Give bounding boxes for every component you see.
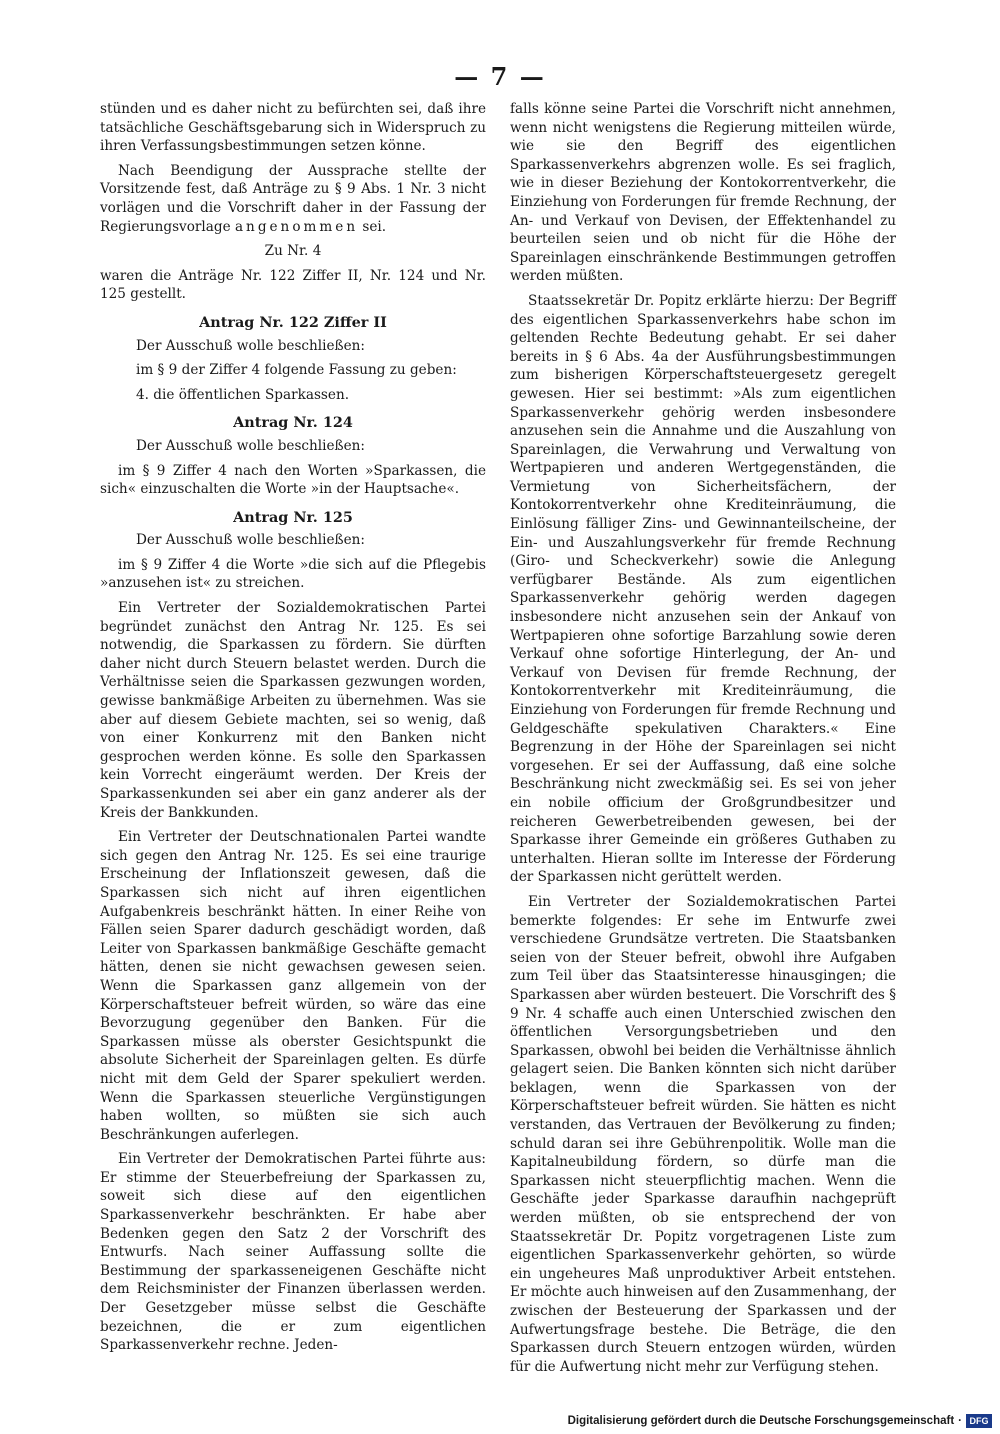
- paragraph: Staatssekretär Dr. Popitz erklärte hierzu: Der Begriff des eigentlichen Sparkassenverkehrs habe schon im geltenden Rechte Bedeutung gehabt. Er sei daher bereits in § 6 Abs. 4a der Ausführungsbestimmungen zum bisherigen Körperschaftsteuergesetz geregelt gewesen. Hier sei bestimmt: »Als zum eigentlichen Sparkassenverkehr gehörig werden insbesondere anzusehen sein die Annahme und die Auszahlung von Spareinlagen, die Verwahrung und Verwaltung von Wertpapieren und anderen Wertgegenständen, die Vermietung von Sicherheitsfächern, der Kontokorrentverkehr ohne Krediteinräumung, die Einlösung fälliger Zins- und Gewinnanteilscheine, der Ein- und Auszahlungsverkehr für fremde Rechnung (Giro- und Scheckverkehr) sowie die Anlegung verfügbarer Bestände. Als zum eigentlichen Sparkassenverkehr gehörig werden dagegen insbesondere nicht anzusehen sein der Ankauf von Wertpapieren ohne sofortige Barzahlung sowie deren Verkauf ohne sofortige Hinterlegung, der An- und Verkauf von Devisen für fremde Rechnung, der Kontokorrentverkehr mit Krediteinräumung, die Einziehung von Forderungen für fremde Rechnung und Geldgeschäfte spekulativen Charakters.« Eine Begrenzung in der Höhe der Spareinlagen sei nicht vorgesehen. Er sei der Auffassung, daß eine solche Beschränkung nicht zweckmäßig sei. Es sei von jeher ein nobile officium der Großgrundbesitzer und reicheren Gewerbetreibenden gewesen, bei der Sparkasse ihrer Gemeinde ein größeres Guthaben zu unterhalten. Hieran sollte im Interesse der Förderung der Sparkassen nicht gerüttelt werden.: [510, 292, 896, 886]
- right-column: [510, 100, 896, 1382]
- paragraph-text: sei.: [358, 218, 387, 235]
- motion-heading: Antrag Nr. 125: [233, 508, 353, 526]
- paragraph: Ein Vertreter der Sozialdemokratischen Partei bemerkte folgendes: Er sehe im Entwurfe zwei verschiedene Grundsätze vertreten. Die Staatsbanken seien von der Steuer befreit, obwohl ihre Aufgaben zum Teil über das Staatsinteresse hinausgingen; die Sparkassen aber würden besteuert. Die Vorschrift des § 9 Nr. 4 schaffe auch einen Unterschied zwischen den öffentlichen Versorgungsbetrieben und den Sparkassen, obwohl bei beiden die Verhältnisse ähnlich gelagert seien. Die Banken könnten sich nicht darüber beklagen, wenn die Sparkassen von der Körperschaftsteuer befreit würden. Sie hätten es nicht verstanden, das Vertrauen der Bevölkerung zu finden; schuld daran sei ihre Gebührenpolitik. Wolle man die Kapitalneubildung fördern, so dürfe man die Sparkassen nicht steuerpflichtig machen. Wenn die Geschäfte jeder Sparkasse daraufhin nachgeprüft werden müßten, ob sie entsprechend der von Staatssekretär Dr. Popitz vorgetragenen Liste zum eigentlichen Sparkassenverkehr gehörten, so würde ein ungeheures Maß unproduktiver Arbeit entstehen. Er möchte auch hinweisen auf den Zusammenhang, der zwischen der Besteuerung der Sparkassen und der Aufwertungsfrage bestehe. Die Beträge, die den Sparkassen durch Steuern entzogen würden, würden für die Aufwertung nicht mehr zur Verfügung stehen.: [510, 893, 896, 1375]
- motion-heading: Antrag Nr. 122 Ziffer II: [199, 313, 387, 331]
- spaced-word: angenommen: [234, 218, 359, 235]
- footer-credit: Digitalisierung gefördert durch die Deutsche Forschungsgemeinschaft: [567, 1415, 955, 1427]
- paragraph: falls könne seine Partei die Vorschrift nicht annehmen, wenn nicht wenigstens die Regierung mitteilen würde, wie sie den Begriff des eigentlichen Sparkassenverkehrs abgrenzen wolle. Es sei fraglich, wie in dieser Beziehung der Kontokorrentverkehr, die Einziehung von Forderungen für fremde Rechnung, der An- und Verkauf von Devisen, der Effektenhandel zu beurteilen seien und ob nicht für die Höhe der Spareinlagen einschränkende Bestimmungen getroffen werden müßten.: [510, 101, 896, 285]
- section-label: Zu Nr. 4: [264, 243, 322, 260]
- motion-intro: Der Ausschuß wolle beschließen:: [136, 532, 365, 549]
- footer: [568, 1414, 992, 1428]
- paragraph: Ein Vertreter der Sozialdemokratischen Partei begründet zunächst den Antrag Nr. 125. Es sei notwendig, die Sparkassen zu fördern. Sie dürften daher nicht durch Steuern belastet werden. Durch die Verhältnisse seien die Sparkassen gezwungen worden, gewisse bankmäßige Arbeiten zu übernehmen. Was sie aber auf diesem Gebiete machten, sei so wenig, daß von einer Konkurrenz mit den Banken nicht gesprochen werden könne. Es solle den Sparkassen kein Vorrecht eingeräumt werden. Der Kreis der Sparkassenkunden sei aber ein ganz anderer als der Kreis der Bankkunden.: [100, 600, 486, 821]
- paragraph: stünden und es daher nicht zu befürchten sei, daß ihre tatsächliche Geschäftsgebarung sich in Widerspruch zu ihren Verfassungsbestimmungen setzen könne.: [100, 101, 486, 155]
- motion-text: im § 9 Ziffer 4 die Worte »die sich auf die Pflegebis »anzusehen ist« zu streichen.: [100, 556, 486, 592]
- paragraph: Ein Vertreter der Deutschnationalen Partei wandte sich gegen den Antrag Nr. 125. Es sei eine traurige Erscheinung der Inflationszeit gewesen, daß die Sparkassen sich nicht auf ihren eigentlichen Aufgabenkreis beschränkt hätten. In einer Reihe von Fällen seien Sparer dadurch geschädigt worden, daß Leiter von Sparkassen bankmäßige Geschäfte gemacht hätten, denen sie nicht gewachsen gewesen seien. Wenn die Sparkassen ganz allgemein von der Körperschaftsteuer befreit würden, so wäre das eine Bevorzugung gegenüber den Banken. Für die Sparkassen müsse als oberster Gesichtspunkt die absolute Sicherheit der Spareinlagen gelten. Es dürfe nicht mit dem Geld der Sparer spekuliert werden. Wenn die Sparkassen steuerliche Vergünstigungen haben wollten, so müßten sie sich auch Beschränkungen auferlegen.: [100, 829, 486, 1143]
- paragraph: [100, 162, 486, 236]
- left-column: [100, 100, 486, 1361]
- motion-intro: Der Ausschuß wolle beschließen:: [136, 337, 365, 354]
- page-number: — 7 —: [454, 62, 546, 91]
- motion-text: im § 9 Ziffer 4 nach den Worten »Sparkassen, die sich« einzuschalten die Worte »in der Hauptsache«.: [100, 462, 486, 498]
- motion-heading: Antrag Nr. 124: [233, 414, 353, 432]
- paragraph: Ein Vertreter der Demokratischen Partei führte aus: Er stimme der Steuerbefreiung der Sparkassen zu, soweit sich diese auf den eigentlichen Sparkassenverkehr beschränkten. Er habe aber Bedenken gegen den Satz 2 der Vorschrift des Entwurfs. Nach seiner Auffassung sollte die Bestimmung der sparkasseneigenen Geschäfte nicht dem Reichsminister der Finanzen überlassen werden. Der Gesetzgeber müsse selbst die Geschäfte bezeichnen, die er zum eigentlichen Sparkassenverkehr rechne. Jeden-: [100, 1151, 486, 1354]
- footer-separator: ·: [958, 1415, 962, 1427]
- paragraph-text: Nach Beendigung der Aussprache stellte der Vorsitzende fest, daß Anträge zu § 9 Abs. 1 Nr. 3 nicht vorlägen und die Vorschrift daher in der Fassung der Regierungsvorlage: [100, 162, 486, 235]
- motion-text: im § 9 der Ziffer 4 folgende Fassung zu geben:: [136, 362, 457, 379]
- motion-text: 4. die öffentlichen Sparkassen.: [136, 386, 350, 403]
- paragraph: waren die Anträge Nr. 122 Ziffer II, Nr. 124 und Nr. 125 gestellt.: [100, 267, 486, 303]
- dfg-logo: DFG: [966, 1414, 992, 1428]
- motion-intro: Der Ausschuß wolle beschließen:: [136, 437, 365, 454]
